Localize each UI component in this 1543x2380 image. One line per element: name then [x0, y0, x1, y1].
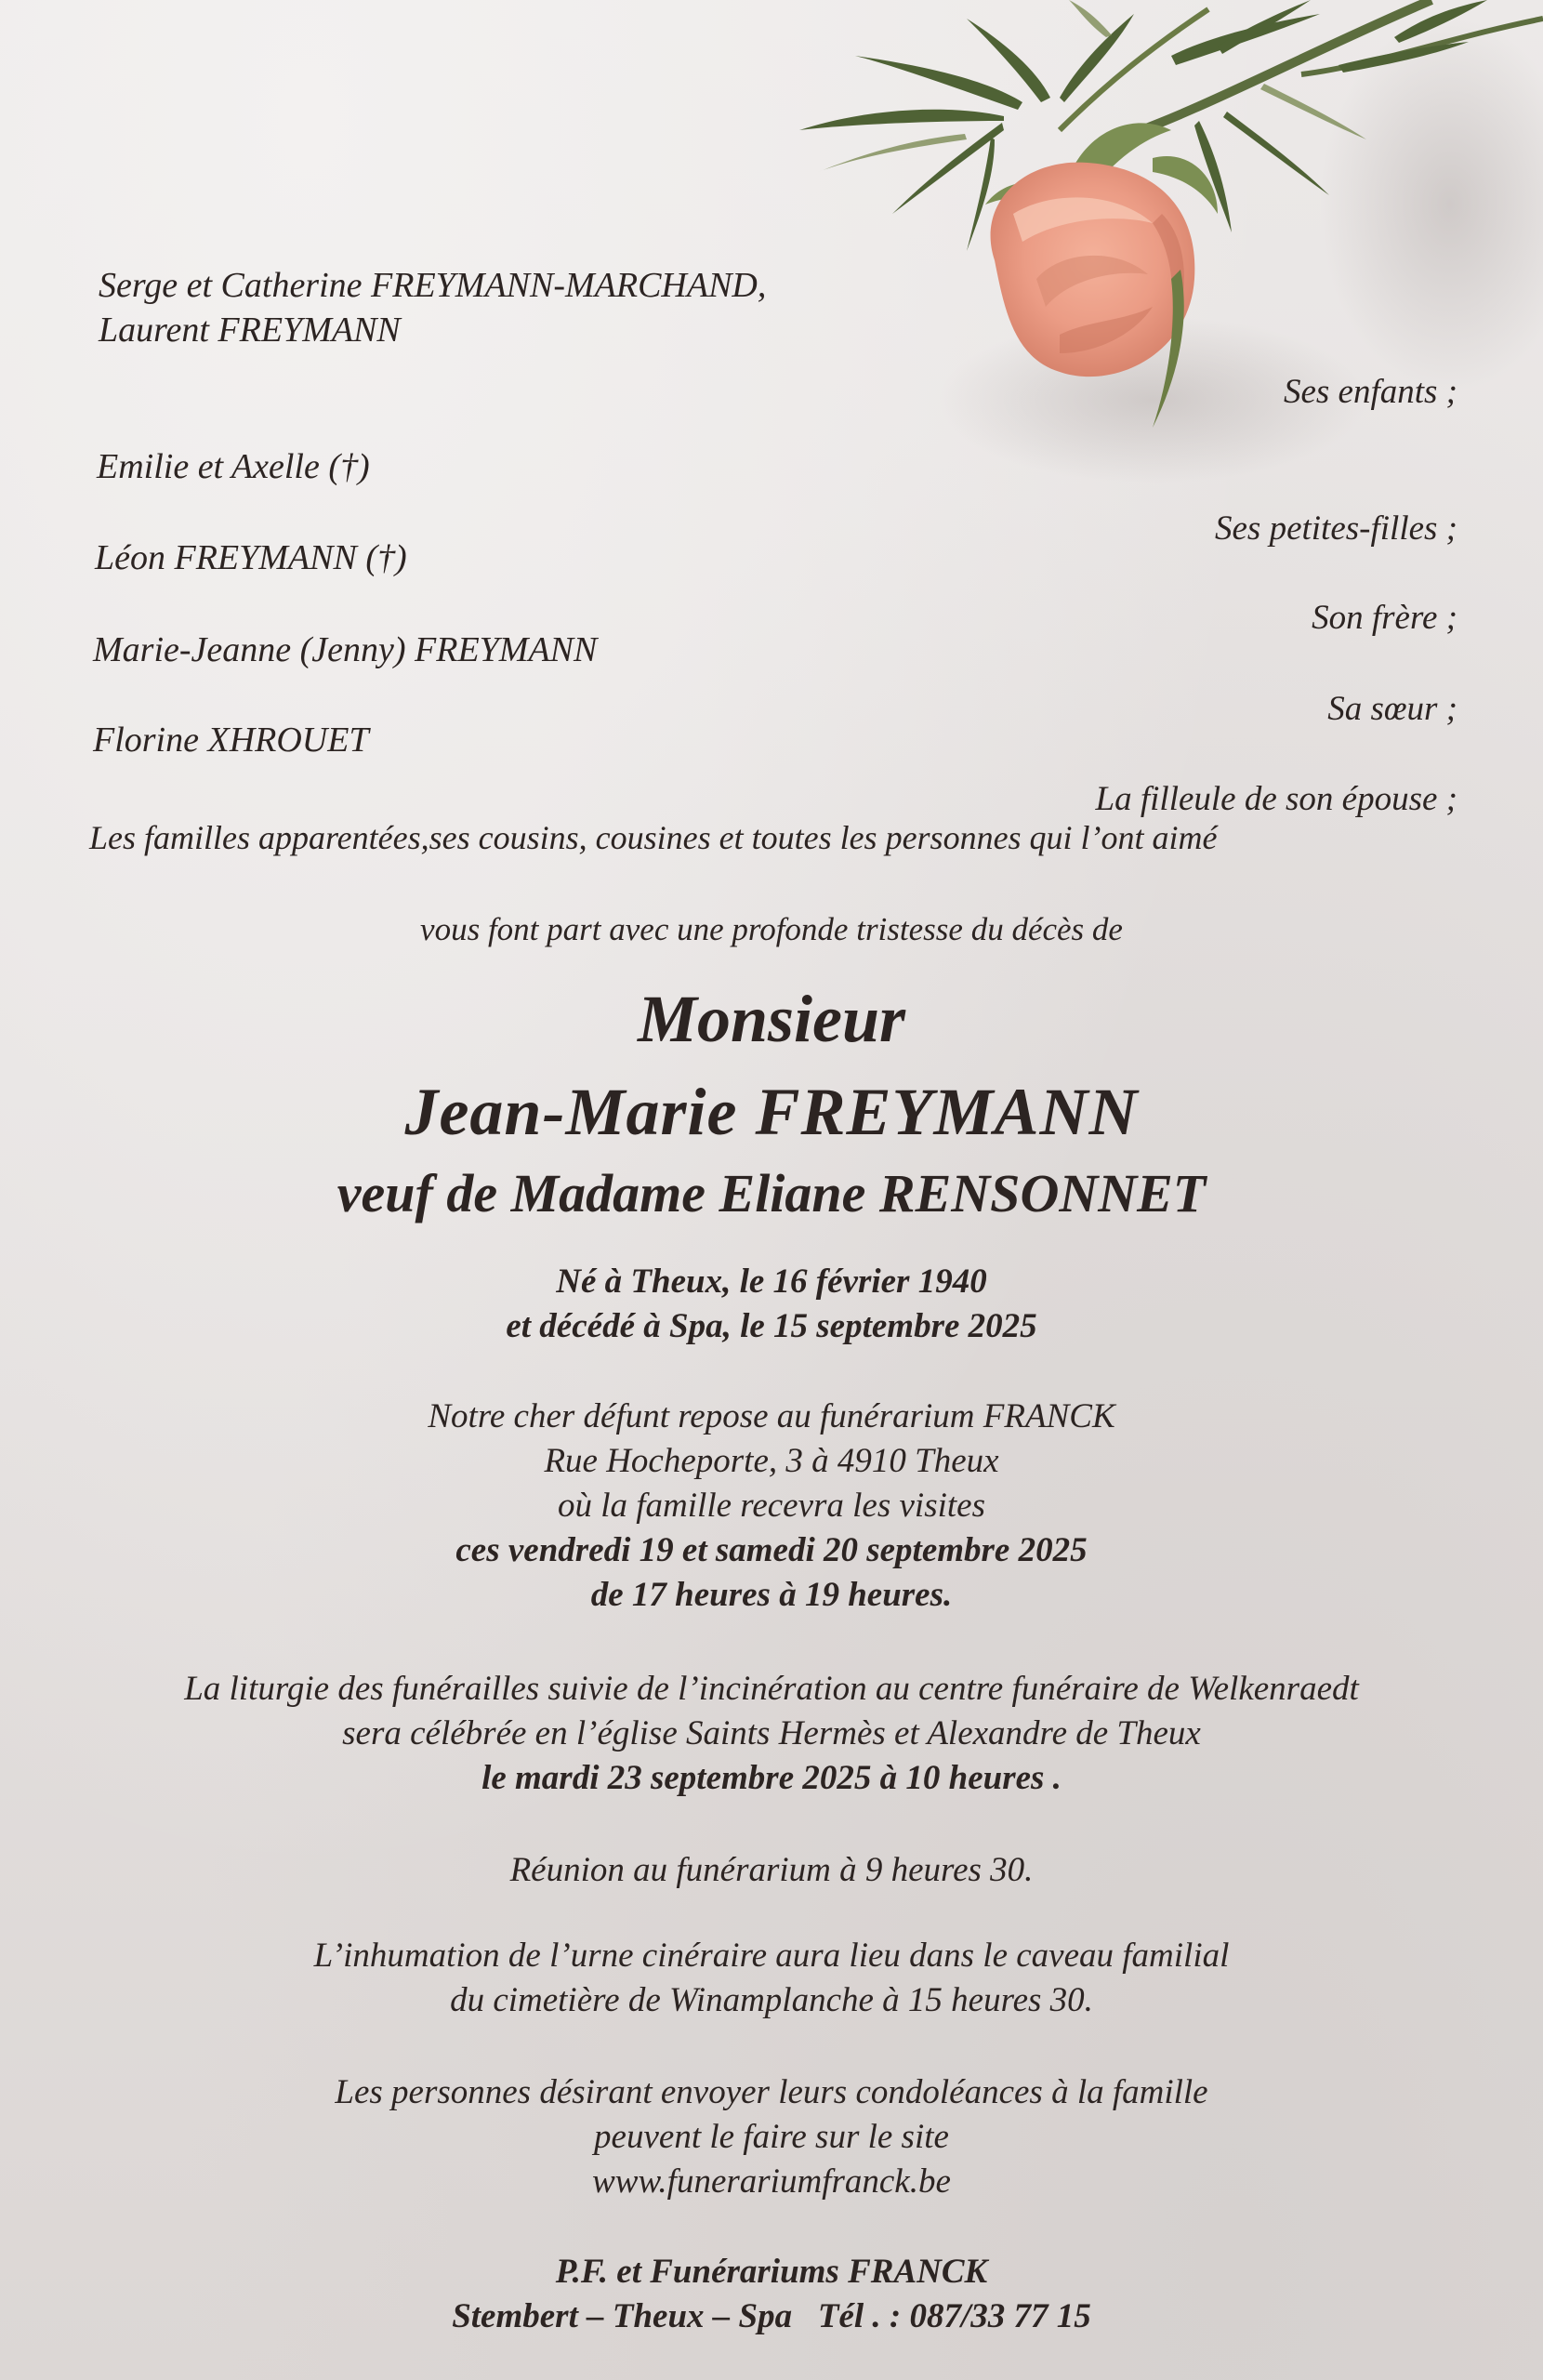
liturgy-line1: La liturgie des funérailles suivie de l’incinération au centre funéraire de Welkenraedt: [184, 1670, 1359, 1708]
funeral-home-name: P.F. et Funérariums FRANCK: [555, 2253, 988, 2291]
burial-line1: L’inhumation de l’urne cinéraire aura lieu dans le caveau familial: [313, 1937, 1230, 1975]
goddaughter-label: La filleule de son épouse ;: [1095, 780, 1457, 818]
liturgy-date: le mardi 23 septembre 2025 à 10 heures .: [481, 1759, 1062, 1797]
condolences-line2: peuvent le faire sur le site: [594, 2118, 949, 2156]
death-line: et décédé à Spa, le 15 septembre 2025: [506, 1307, 1037, 1345]
visits-line1: Notre cher défunt repose au funérarium FRANCK: [428, 1397, 1115, 1435]
children-label: Ses enfants ;: [1283, 373, 1457, 411]
liturgy-block: [0, 1667, 1543, 1801]
granddaughters-names: Emilie et Axelle (†): [97, 447, 370, 486]
footer-block: [0, 2250, 1543, 2339]
condolences-line1: Les personnes désirant envoyer leurs condoléances à la famille: [335, 2073, 1208, 2111]
birth-line: Né à Theux, le 16 février 1940: [556, 1263, 987, 1301]
condolences-block: [0, 2070, 1543, 2204]
visits-line3: où la famille recevra les visites: [558, 1487, 985, 1525]
funeral-home-contact: Stembert – Theux – Spa Tél . : 087/33 77 15: [452, 2297, 1091, 2335]
visits-address: Rue Hocheporte, 3 à 4910 Theux: [544, 1442, 999, 1480]
announcement-intro: vous font part avec une profonde tristesse du décès de: [420, 911, 1123, 947]
sister-name: Marie-Jeanne (Jenny) FREYMANN: [93, 630, 598, 669]
sister-label: Sa sœur ;: [1327, 690, 1457, 728]
visits-block: [0, 1395, 1543, 1618]
dates-block: [0, 1260, 1543, 1349]
brother-name: Léon FREYMANN (†): [95, 538, 407, 577]
goddaughter-name: Florine XHROUET: [93, 721, 369, 760]
burial-block: [0, 1934, 1543, 2023]
widower-line: veuf de Madame Eliane RENSONNET: [336, 1163, 1207, 1223]
brother-label: Son frère ;: [1312, 599, 1457, 637]
deceased-name: Jean-Marie FREYMANN: [404, 1075, 1139, 1149]
liturgy-line2: sera célébrée en l’église Saints Hermès et Alexandre de Theux: [342, 1714, 1201, 1752]
children-names-line2: Laurent FREYMANN: [99, 311, 401, 350]
visits-dates: ces vendredi 19 et samedi 20 septembre 2025: [455, 1531, 1088, 1569]
condolences-website: www.funerariumfranck.be: [592, 2162, 951, 2201]
meeting-line: Réunion au funérarium à 9 heures 30.: [509, 1851, 1034, 1889]
visits-hours: de 17 heures à 19 heures.: [590, 1576, 953, 1614]
relatives-line: Les familles apparentées,ses cousins, cousines et toutes les personnes qui l’ont aimé: [89, 819, 1218, 856]
deceased-title: Monsieur: [637, 982, 906, 1056]
burial-line2: du cimetière de Winamplanche à 15 heures 30.: [450, 1981, 1093, 2019]
children-names-line1: Serge et Catherine FREYMANN-MARCHAND,: [99, 266, 767, 305]
granddaughters-label: Ses petites-filles ;: [1215, 509, 1457, 548]
